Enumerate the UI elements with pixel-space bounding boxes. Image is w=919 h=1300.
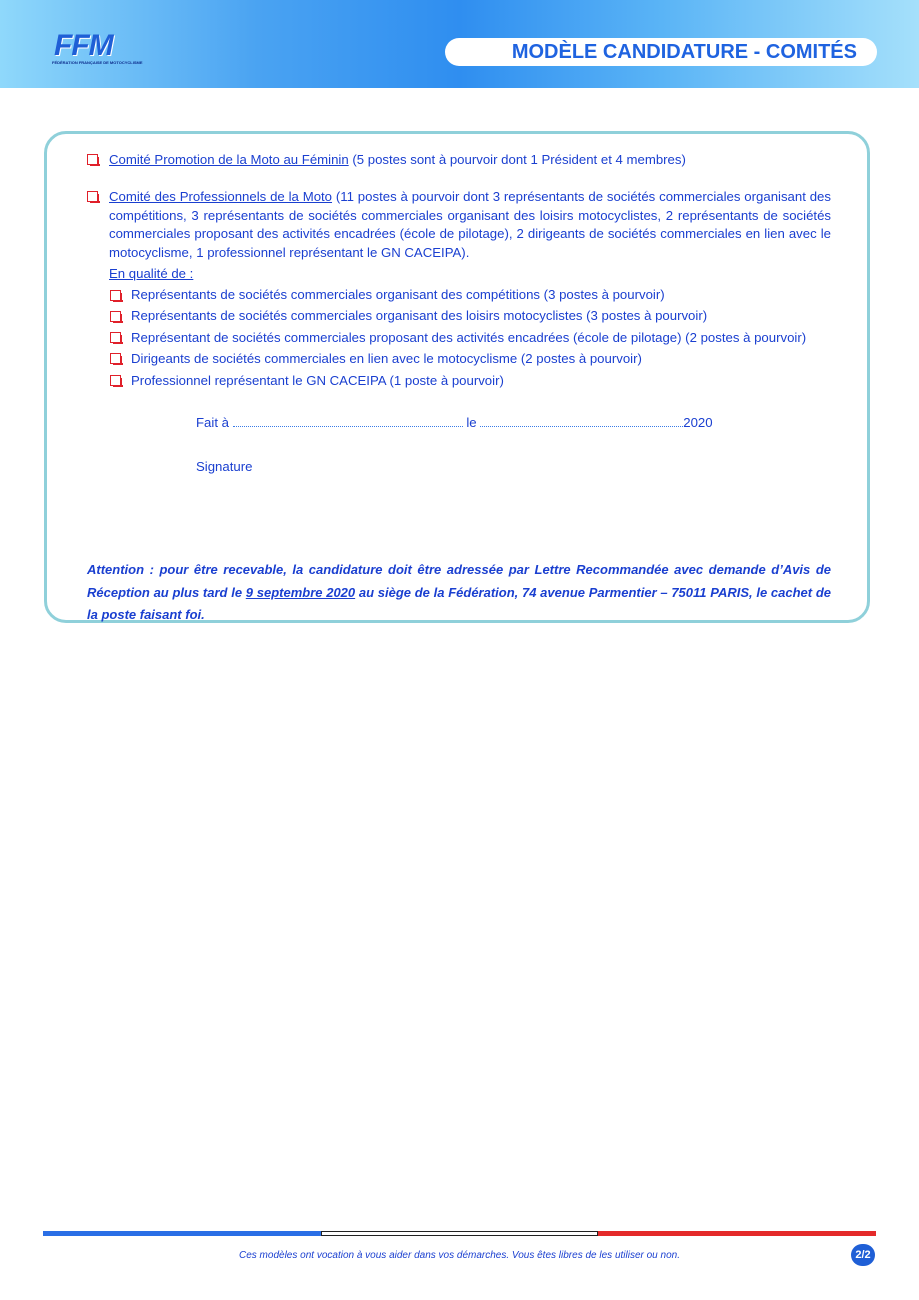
footer-bar-blue xyxy=(43,1231,321,1236)
checkbox-comite-professionnels[interactable] xyxy=(87,191,98,202)
committee-item xyxy=(109,151,686,170)
sub-option-label: Représentants de sociétés commerciales organisant des loisirs motocyclistes (3 postes à pourvoir) xyxy=(131,308,708,323)
attention-text-2: au siège de la Fédération, 74 avenue Parmentier – 75011 PARIS, le cachet de la poste faisant foi. xyxy=(87,584,831,622)
committee-detail: (11 postes à pourvoir dont 3 représentants de sociétés commerciales organisant des compétitions, 3 représentants de sociétés commerciales organisant des loisirs motocyclistes, 2 représentants de sociétés commerciales proposant des activités encadrées (école de pilotage), 2 dirigeants de sociétés commerciales en lien avec le motocyclisme, 1 professionnel représentant le GN CACEIPA). xyxy=(109,189,831,260)
ffm-logo xyxy=(50,30,146,66)
date-field[interactable] xyxy=(480,414,683,427)
place-field[interactable] xyxy=(233,414,463,427)
checkbox-dirigeants[interactable] xyxy=(110,353,121,364)
checkbox-representants-loisirs[interactable] xyxy=(110,311,121,322)
attention-text-1: Attention : pour être recevable, la candidature doit être adressée par Lettre Recommandée avec demande d’Avis de Réception au plus tard le xyxy=(87,562,831,600)
committee-name: Comité Promotion de la Moto au Féminin xyxy=(109,152,349,167)
page-header xyxy=(0,0,919,88)
logo-text: FFM xyxy=(54,29,113,62)
deadline-date: 9 septembre 2020 xyxy=(245,584,356,600)
signature-label: Signature xyxy=(196,459,253,474)
checkbox-comite-feminin[interactable] xyxy=(87,154,98,165)
fait-a-label: Fait à xyxy=(196,415,229,430)
footer-bar-white xyxy=(321,1231,598,1236)
footer-disclaimer: Ces modèles ont vocation à vous aider dans vos démarches. Vous êtes libres de les utiliser ou non. xyxy=(239,1250,680,1261)
page-title: MODÈLE CANDIDATURE - COMITÉS xyxy=(511,41,857,63)
sub-option-label: Représentants de sociétés commerciales organisant des compétitions (3 postes à pourvoir) xyxy=(131,287,665,302)
checkbox-representant-activites-encadrees[interactable] xyxy=(110,332,121,343)
sub-option-label: Dirigeants de sociétés commerciales en lien avec le motocyclisme (2 postes à pourvoir) xyxy=(131,351,642,366)
attention-notice xyxy=(87,559,831,627)
committee-detail: (5 postes sont à pourvoir dont 1 Président et 4 membres) xyxy=(348,152,686,167)
footer-bar-red xyxy=(598,1231,876,1236)
checkbox-professionnel-caceipa[interactable] xyxy=(110,375,121,386)
checkbox-representants-competitions[interactable] xyxy=(110,290,121,301)
logo-subtitle: FÉDÉRATION FRANÇAISE DE MOTOCYCLISME xyxy=(52,60,143,65)
sub-option-label: Professionnel représentant le GN CACEIPA (1 poste à pourvoir) xyxy=(131,373,504,388)
en-qualite-label: En qualité de : xyxy=(109,266,194,281)
sub-option-label: Représentant de sociétés commerciales proposant des activités encadrées (école de pilotage) (2 postes à pourvoir) xyxy=(131,330,807,345)
title-pill xyxy=(445,38,877,66)
committee-item xyxy=(109,188,831,262)
le-label: le xyxy=(466,415,477,430)
committee-name: Comité des Professionnels de la Moto xyxy=(109,189,333,204)
place-date-line xyxy=(196,414,713,433)
year-label: 2020 xyxy=(683,415,713,430)
page-number-badge: 2/2 xyxy=(851,1244,875,1266)
